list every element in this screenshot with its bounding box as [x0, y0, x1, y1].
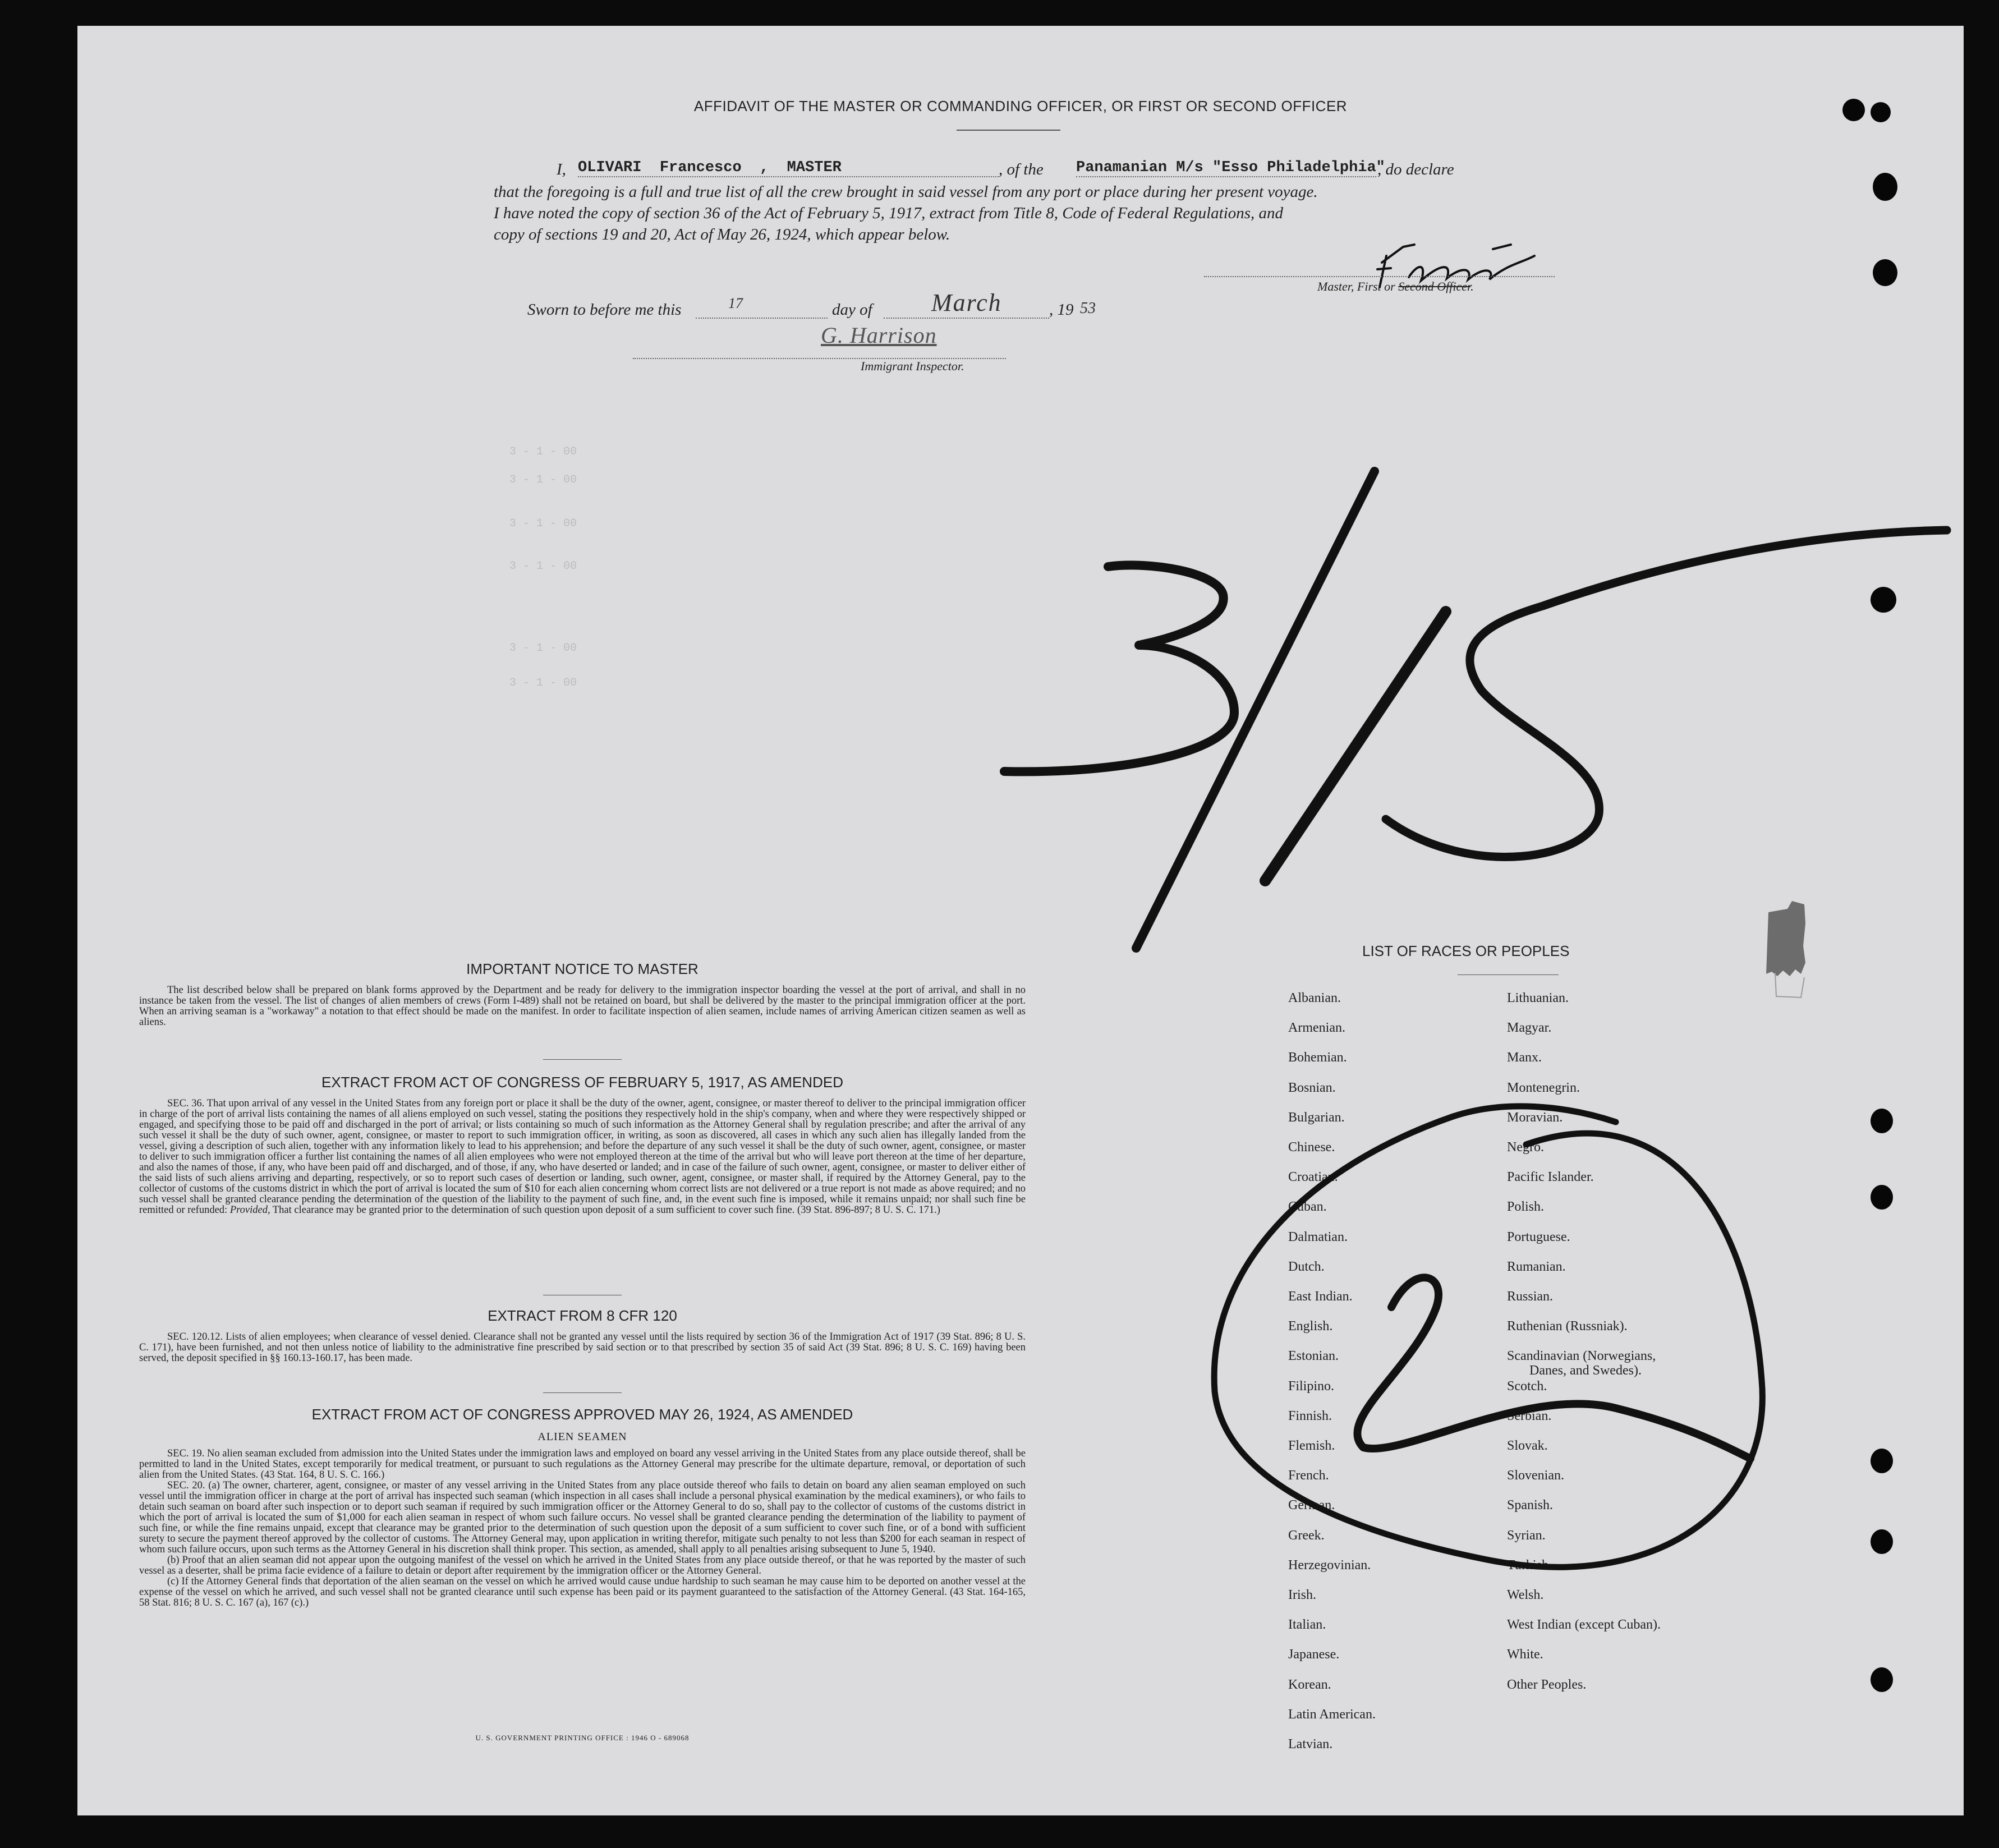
race-item: Finnish. — [1288, 1408, 1332, 1423]
sworn-month: March — [931, 289, 1002, 316]
vessel-name-line — [1076, 176, 1376, 177]
race-item: Irish. — [1288, 1588, 1316, 1602]
race-item: Manx. — [1507, 1050, 1542, 1065]
extract-1917-text: SEC. 36. That upon arrival of any vessel in the United States from any foreign port or place it shall be the duty of the owner, agent, consignee, or master thereof to deliver to the principal immigration officer in charge of the port of arrival lists containing the names of all aliens employed on such vessel, stating the positions they respectively hold in the ship's company, when and where they were respectively shipped or engaged, and specifying those to be paid off and discharged in the port of arrival; or lists containing so much of such information as the Attorney General shall by regulation prescribe; and after the arrival of any such vessel it shall be the duty of such owner, agent, consignee, or master to report to such immigration officer, in writing, as soon as discovered, all cases in which any such alien has illegally landed from the vessel, giving a description of such alien, together with any information likely to lead to his apprehension; and before the departure of any such vessel it shall be the duty of such owner, agent, consignee, or master to deliver to such immigration officer a further list containing the names of all alien employees who were not employed thereon at the time of the arrival but who will leave port thereon at the time of her departure, and also the names of those, if any, who have been paid off and discharged, and of those, if any, who have deserted or landed; and in case of the failure of such owner, agent, consignee, or master to deliver either of the said lists of such aliens arriving and departing, respectively, or so to report such cases of desertion or landing, such owner, agent, consignee, or master shall, if required by the Attorney General, pay to the collector of customs of the customs district in which the port of arrival is located the sum of $10 for each alien concerning whom correct lists are not delivered or a true report is not made as above required; and no such vessel shall be granted clearance pending the determination of the question of the liability to the payment of such fine, and, in the event such fine is imposed, while it remains unpaid; nor shall such fine be remitted or refunded: — [139, 1098, 1026, 1216]
affidavit-title: AFFIDAVIT OF THE MASTER OR COMMANDING OFFICER, OR FIRST OR SECOND OFFICER — [693, 98, 1348, 114]
inspector-caption: Immigrant Inspector. — [861, 359, 964, 373]
race-item: Estonian. — [1288, 1349, 1339, 1364]
faded-stamp: 3 - 1 - 00 — [509, 445, 577, 458]
race-item: English. — [1288, 1319, 1333, 1334]
extract-1917-text-end: That clearance may be granted prior to the determination of such question upon deposit of a sum sufficient to cover such fine. (39 Stat. 896-897; 8 U. S. C. 171.) — [270, 1205, 940, 1216]
race-item: Cuban. — [1288, 1199, 1327, 1215]
master-name-field: OLIVARI Francesco , MASTER — [578, 159, 842, 176]
race-item: Moravian. — [1507, 1110, 1563, 1125]
year-prefix: , 19 — [1049, 301, 1074, 319]
race-item: Croatian. — [1288, 1170, 1338, 1185]
extract-1917-italic: Provided, — [229, 1205, 270, 1216]
race-item: Dutch. — [1288, 1259, 1325, 1274]
race-item: Rumanian. — [1507, 1259, 1566, 1274]
race-item: Slovak. — [1507, 1438, 1548, 1453]
extract-1924-title: EXTRACT FROM ACT OF CONGRESS APPROVED MAY 26, 1924, AS AMENDED — [311, 1406, 853, 1423]
caption-struck-text: Second Officer — [1398, 279, 1471, 293]
race-item: Bulgarian. — [1288, 1110, 1345, 1125]
punch-hole — [1871, 1185, 1893, 1210]
punch-hole — [1871, 1529, 1893, 1554]
races-divider — [1458, 974, 1559, 975]
faded-stamp: 3 - 1 - 00 — [509, 677, 577, 689]
punch-hole — [1871, 1449, 1893, 1473]
extract-1924-sec20c: (c) If the Attorney General finds that deportation of the alien seaman on the vessel on which he arrived would cause undue hardship to such seaman he may cause him to be deported on another vessel at the expense of the vessel on which he arrived, and such vessel shall not be granted clearance until such expense has been paid or its payment guaranteed to the satisfaction of the Attorney General. (43 Stat. 164-165, 58 Stat. 816; 8 U. S. C. 167 (a), 167 (c).) — [139, 1576, 1026, 1608]
race-item: Latin American. — [1288, 1707, 1376, 1722]
extract-1917-title: EXTRACT FROM ACT OF CONGRESS OF FEBRUARY 5, 1917, AS AMENDED — [321, 1074, 843, 1091]
day-line — [696, 318, 828, 319]
race-item: Bosnian. — [1288, 1080, 1336, 1095]
punch-hole — [1871, 1109, 1893, 1133]
race-item: Lithuanian. — [1507, 991, 1569, 1005]
race-item: Latvian. — [1288, 1737, 1333, 1752]
affidavit-line-3: I have noted the copy of section 36 of the Act of February 5, 1917, extract from Title 8, Code of Federal Regulations, and — [494, 204, 1284, 222]
race-item: White. — [1507, 1647, 1543, 1662]
printing-office-imprint: U. S. GOVERNMENT PRINTING OFFICE : 1946 O - 689068 — [475, 1734, 690, 1742]
race-item: Scotch. — [1507, 1378, 1547, 1394]
extract-1924-sec20a: SEC. 20. (a) The owner, charterer, agent, consignee, or master of any vessel arriving in the United States from any place outside thereof who fails to detain on board any alien seaman employed on such vessel until the immigration officer in charge at the port of arrival has inspected such seaman (which inspection in all cases shall include a personal physical examination by the medical examiners), or who fails to detain such seaman on board after such inspection or to deport such seaman if required by such immigration officer or the Attorney General to do so, shall pay to the collector of customs of the customs district in which the port of arrival is located the sum of $1,000 for each alien seaman in respect of whom such failure occurs. No vessel shall be granted clearance pending the determination of the liability to payment of such fine, or while the fine remains unpaid, except that clearance may be granted prior to the determination of such question upon the deposit of a sum sufficient to cover such fine, or of a bond with sufficient surety to secure the payment thereof approved by the collector of customs. The Attorney General may, upon application in writing therefor, mitigate such penalty to not less than $200 for each seaman in respect of whom such failure occurs, upon such terms as the Attorney General in his discretion shall think proper. This section, as amended, shall apply to all penalties arising subsequent to June 5, 1940. — [139, 1480, 1026, 1555]
race-item: Japanese. — [1288, 1647, 1340, 1662]
notice-body: The list described below shall be prepared on blank forms approved by the Department and be ready for delivery to the immigration inspector boarding the vessel at the port of arrival, and shall in no instance be taken from the vessel. The list of changes of alien members of crews (Form I-489) shall not be retained on board, but shall be delivered by the master to the principal immigration officer at the port. When an arriving seaman is a "workaway" a notation to that effect should be made on the manifest. In order to facilitate inspection of alien seamen, include names of arriving American citizen seamen as well as aliens. — [139, 985, 1026, 1028]
race-item: Albanian. — [1288, 991, 1341, 1005]
circled-number-text: 2 — [0, 0, 1, 1]
master-signature-line — [1204, 276, 1555, 277]
master-signature-text — [1343, 242, 1364, 249]
affidavit-line-2: that the foregoing is a full and true list of all the crew brought in said vessel from any port or place during her present voyage. — [494, 183, 1318, 201]
race-item: French. — [1288, 1468, 1329, 1483]
affidavit-line-4: copy of sections 19 and 20, Act of May 26, 1924, which appear below. — [494, 226, 950, 243]
caption-prefix: Master, First or — [1317, 279, 1399, 293]
vessel-name-field: Panamanian M/s "Esso Philadelphia" — [1076, 159, 1385, 176]
faded-stamp: 3 - 1 - 00 — [509, 517, 577, 530]
faded-stamp: 3 - 1 - 00 — [509, 642, 577, 655]
race-item: Syrian. — [1507, 1528, 1546, 1543]
notice-title: IMPORTANT NOTICE TO MASTER — [466, 960, 698, 977]
extract-1917-body — [139, 1098, 1026, 1216]
race-item: Turkish. — [1507, 1557, 1552, 1573]
inspector-signature: G. Harrison — [821, 323, 937, 348]
master-signature-caption — [1317, 279, 1474, 294]
day-of-text: day of — [832, 301, 872, 319]
punch-hole — [1871, 102, 1891, 122]
punch-hole — [1873, 173, 1897, 201]
section-divider — [543, 1392, 622, 1393]
declarant-prefix: I, — [557, 160, 566, 178]
punch-hole — [1871, 587, 1896, 613]
extract-1924-subtitle: ALIEN SEAMEN — [537, 1431, 627, 1443]
race-item: Slovenian. — [1507, 1468, 1564, 1483]
do-declare-text: , do declare — [1377, 160, 1454, 178]
races-title: LIST OF RACES OR PEOPLES — [1362, 943, 1570, 959]
race-item: Serbian. — [1507, 1408, 1552, 1423]
faded-stamp: 3 - 1 - 00 — [509, 560, 577, 573]
torn-tape — [1761, 901, 1811, 1002]
race-item: German. — [1288, 1498, 1335, 1513]
race-item: Magyar. — [1507, 1020, 1552, 1036]
race-item: Ruthenian (Russniak). — [1507, 1319, 1628, 1334]
of-the-text: , of the — [999, 160, 1044, 178]
race-item: Bohemian. — [1288, 1050, 1347, 1065]
race-item: Armenian. — [1288, 1020, 1345, 1036]
title-divider — [957, 130, 1060, 131]
month-line — [884, 318, 1049, 319]
race-item: Spanish. — [1507, 1498, 1554, 1513]
master-name-line — [578, 176, 999, 177]
race-item: Chinese. — [1288, 1140, 1335, 1155]
race-item: Herzegovinian. — [1288, 1557, 1371, 1573]
punch-hole — [1871, 1667, 1893, 1692]
race-item: Dalmatian. — [1288, 1229, 1348, 1244]
extract-1924-sec19: SEC. 19. No alien seaman excluded from admission into the United States under the immigration laws and employed on board any vessel arriving in the United States from any place outside thereof, shall be permitted to land in the United States, except temporarily for medical treatment, or pursuant to such regulations as the Attorney General may prescribe for the ultimate departure, removal, or deportation of such alien from the United States. (43 Stat. 164, 8 U. S. C. 166.) — [139, 1448, 1026, 1481]
sworn-day: 17 — [728, 295, 743, 311]
race-item: Other Peoples. — [1507, 1677, 1587, 1692]
caption-suffix: . — [1470, 279, 1474, 293]
race-item: Russian. — [1507, 1289, 1554, 1304]
race-item: Pacific Islander. — [1507, 1170, 1594, 1185]
race-item: Polish. — [1507, 1199, 1545, 1215]
race-item: Filipino. — [1288, 1378, 1335, 1394]
faded-stamp: 3 - 1 - 00 — [509, 474, 577, 486]
punch-hole — [1873, 259, 1897, 286]
race-item: Korean. — [1288, 1677, 1331, 1692]
sworn-year: 53 — [1080, 300, 1096, 317]
race-item: Portuguese. — [1507, 1229, 1570, 1244]
race-item: Welsh. — [1507, 1588, 1544, 1602]
sworn-text: Sworn to before me this — [527, 301, 682, 319]
extract-cfr-body: SEC. 120.12. Lists of alien employees; when clearance of vessel denied. Clearance shall not be granted any vessel until the lists required by section 36 of the Immigration Act of 1917 (39 Stat. 896; 8 U. S. C. 171), have been furnished, and not then unless notice of liability to the administrative fine prescribed by said section or to that prescribed by section 35 of said Act (39 Stat. 896; 8 U. S. C. 169) having been served, the deposit specified in §§ 160.13-160.17, has been made. — [139, 1331, 1026, 1364]
race-item: Scandinavian (Norwegians, — [1507, 1349, 1656, 1364]
race-item: Negro. — [1507, 1140, 1544, 1155]
torn-tape-graphic — [1761, 901, 1811, 1002]
race-item: Montenegrin. — [1507, 1080, 1580, 1095]
section-divider — [543, 1059, 622, 1060]
document-page — [77, 26, 1964, 1815]
race-item: Italian. — [1288, 1617, 1326, 1633]
punch-hole — [1842, 99, 1865, 121]
race-item: Flemish. — [1288, 1438, 1335, 1453]
race-item: Greek. — [1288, 1528, 1325, 1543]
race-item: East Indian. — [1288, 1289, 1353, 1304]
extract-cfr-title: EXTRACT FROM 8 CFR 120 — [488, 1307, 677, 1324]
race-item: Danes, and Swedes). — [1529, 1363, 1642, 1378]
extract-1924-sec20b: (b) Proof that an alien seaman did not appear upon the outgoing manifest of the vessel on which he arrived in the United States from any place outside thereof, or that he was reported by the master of such vessel as a deserter, shall be prima facie evidence of a failure to detain or deport after requirement by the immigration officer or the Attorney General. — [139, 1555, 1026, 1576]
race-item: West Indian (except Cuban). — [1507, 1617, 1661, 1633]
